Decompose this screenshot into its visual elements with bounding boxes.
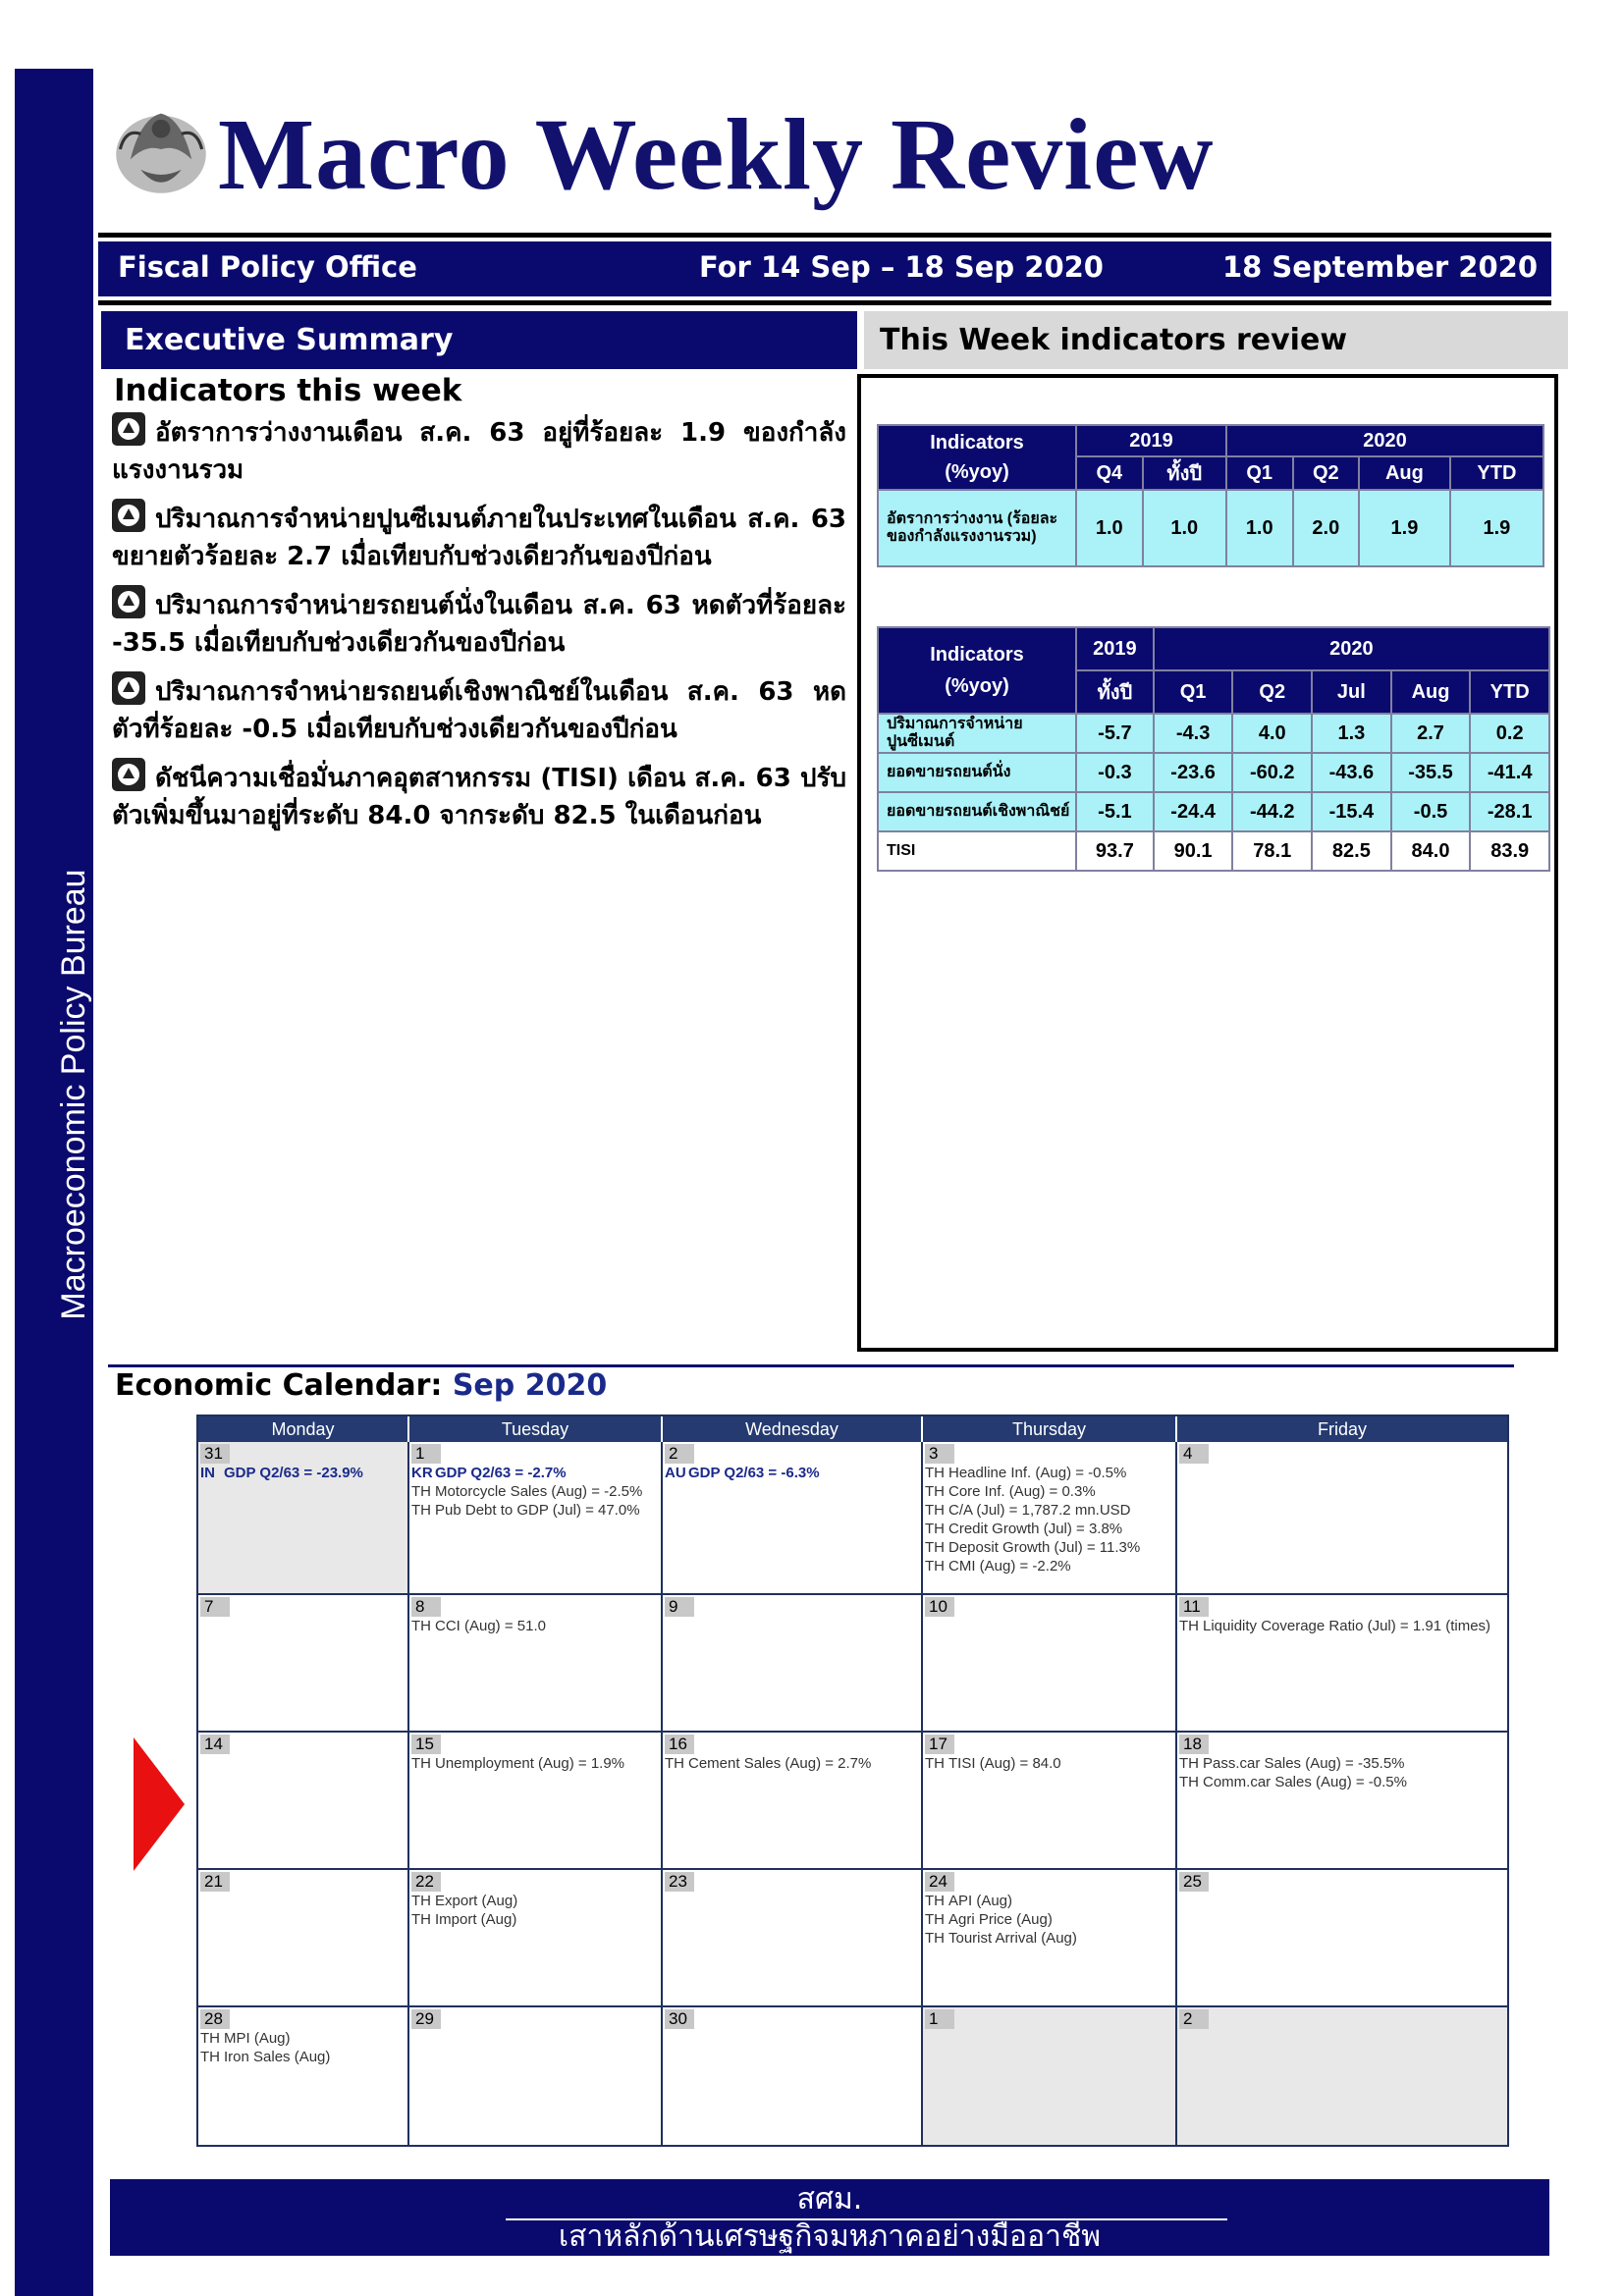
- day-number: 22: [411, 1872, 441, 1892]
- calendar-day-cell: [198, 1733, 409, 1870]
- calendar-event: [1179, 1773, 1505, 1791]
- table-cell: 1.9: [1359, 490, 1450, 566]
- calendar-day-cell: [923, 1595, 1177, 1733]
- event-list: [200, 2029, 406, 2066]
- country-code: TH: [200, 2049, 220, 2065]
- day-number: 24: [925, 1872, 954, 1892]
- event-text: GDP Q2/63 = -2.7%: [435, 1465, 567, 1481]
- calendar-event: [925, 1929, 1173, 1948]
- table-cell: 0.2: [1470, 714, 1549, 753]
- table-col-header: YTD: [1450, 456, 1543, 490]
- table-col-header: YTD: [1470, 670, 1549, 714]
- calendar-day-header: Tuesday: [409, 1416, 663, 1442]
- bullet-list: [112, 412, 846, 844]
- calendar-day-cell: [1177, 2007, 1507, 2145]
- calendar-event: [925, 1520, 1173, 1538]
- up-arrow-icon: [112, 499, 145, 532]
- event-text: Headline Inf. (Aug) = -0.5%: [948, 1465, 1127, 1481]
- table-cell: 1.0: [1226, 490, 1293, 566]
- calendar-event: [925, 1482, 1173, 1501]
- table-col-header: ทั้งปี: [1143, 456, 1226, 490]
- table-col-header: Q1: [1226, 456, 1293, 490]
- table-row: [878, 714, 1549, 753]
- country-code: TH: [925, 1521, 945, 1537]
- header-rule-bottom: [98, 300, 1551, 305]
- day-number: 14: [200, 1735, 230, 1754]
- table-header-year: 2020: [1154, 627, 1549, 670]
- up-arrow-icon: [112, 585, 145, 618]
- calendar-day-cell: [198, 2007, 409, 2145]
- calendar-event: [665, 1754, 919, 1773]
- table-cell: 1.0: [1143, 490, 1226, 566]
- day-number: 4: [1179, 1444, 1209, 1464]
- calendar-event: [665, 1464, 919, 1482]
- table-cell: 1.3: [1312, 714, 1391, 753]
- table-cell: -23.6: [1154, 753, 1233, 792]
- issue-date: 18 September 2020: [1221, 250, 1538, 284]
- event-text: Pass.car Sales (Aug) = -35.5%: [1203, 1755, 1405, 1772]
- day-number: 23: [665, 1872, 694, 1892]
- calendar-day-cell: [923, 1733, 1177, 1870]
- up-arrow-icon: [112, 671, 145, 705]
- table-cell: -35.5: [1391, 753, 1471, 792]
- day-number: 18: [1179, 1735, 1209, 1754]
- calendar-event: [411, 1910, 659, 1929]
- calendar-event: [925, 1464, 1173, 1482]
- event-list: [665, 1754, 919, 1773]
- event-text: Export (Aug): [435, 1893, 518, 1909]
- day-number: 7: [200, 1597, 230, 1617]
- table-cell: 93.7: [1076, 831, 1154, 871]
- table-col-header: Aug: [1359, 456, 1450, 490]
- event-text: Deposit Growth (Jul) = 11.3%: [948, 1539, 1141, 1556]
- calendar-event: [411, 1617, 659, 1635]
- calendar-event: [411, 1892, 659, 1910]
- day-number: 2: [665, 1444, 694, 1464]
- calendar-day-cell: [663, 1733, 923, 1870]
- calendar-day-cell: [409, 1733, 663, 1870]
- country-code: TH: [411, 1618, 431, 1634]
- event-list: [411, 1754, 659, 1773]
- bullet-item: อัตราการว่างงานเดือน ส.ค. 63 อยู่ที่ร้อยละ 1.9 ของกำลังแรงงานรวม: [112, 412, 846, 489]
- calendar-month: Sep 2020: [452, 1368, 608, 1403]
- table-header-year: 2020: [1226, 425, 1543, 456]
- event-list: [1179, 1617, 1505, 1635]
- day-number: 9: [665, 1597, 694, 1617]
- table-cell: -0.5: [1391, 792, 1471, 831]
- table-cell: 2.7: [1391, 714, 1471, 753]
- country-code: KR: [411, 1465, 433, 1481]
- office-name: Fiscal Policy Office: [118, 250, 417, 284]
- event-text: CMI (Aug) = -2.2%: [948, 1558, 1071, 1575]
- calendar-event: [411, 1464, 659, 1482]
- calendar-day-cell: [409, 1595, 663, 1733]
- day-number: 2: [1179, 2009, 1209, 2029]
- table-cell: 2.0: [1293, 490, 1360, 566]
- country-code: IN: [200, 1465, 215, 1481]
- calendar-day-cell: [663, 1595, 923, 1733]
- calendar-day-header: Friday: [1177, 1416, 1507, 1442]
- day-number: 30: [665, 2009, 694, 2029]
- table-header-unit: (%yoy): [945, 461, 1009, 483]
- calendar-day-cell: [923, 1870, 1177, 2007]
- country-code: AU: [665, 1465, 686, 1481]
- footer: [110, 2179, 1549, 2256]
- country-code: TH: [925, 1539, 945, 1556]
- table-cell: 1.0: [1076, 490, 1143, 566]
- up-arrow-icon: [112, 758, 145, 791]
- table-cell: -24.4: [1154, 792, 1233, 831]
- calendar-rule: [108, 1364, 1514, 1367]
- table-col-header: Jul: [1312, 670, 1391, 714]
- table-cell: 82.5: [1312, 831, 1391, 871]
- table-header-year: 2019: [1076, 627, 1154, 670]
- day-number: 16: [665, 1735, 694, 1754]
- event-text: Comm.car Sales (Aug) = -0.5%: [1203, 1774, 1407, 1790]
- calendar-event: [1179, 1617, 1505, 1635]
- country-code: TH: [925, 1911, 945, 1928]
- table-col-header: Q1: [1154, 670, 1233, 714]
- calendar-day-cell: [663, 1442, 923, 1595]
- table-col-header: ทั้งปี: [1076, 670, 1154, 714]
- calendar-day-header: Wednesday: [663, 1416, 923, 1442]
- country-code: TH: [1179, 1755, 1199, 1772]
- table-col-header: Q2: [1232, 670, 1312, 714]
- calendar-day-cell: [1177, 1595, 1507, 1733]
- row-label: ยอดขายรถยนต์นั่ง: [878, 753, 1076, 792]
- row-label: อัตราการว่างงาน (ร้อยละของกำลังแรงงานรวม): [878, 490, 1076, 566]
- calendar-day-cell: [663, 1870, 923, 2007]
- table-cell: 1.9: [1450, 490, 1543, 566]
- table-header-unit: (%yoy): [945, 675, 1009, 697]
- garuda-logo-icon: [110, 98, 212, 200]
- table-header-year: 2019: [1076, 425, 1226, 456]
- calendar-day-cell: [409, 2007, 663, 2145]
- day-number: 29: [411, 2009, 441, 2029]
- table-row: [878, 753, 1549, 792]
- bullet-item: ปริมาณการจำหน่ายรถยนต์นั่งในเดือน ส.ค. 63 หดตัวที่ร้อยละ -35.5 เมื่อเทียบกับช่วงเดียวกันของปีก่อน: [112, 585, 846, 662]
- event-list: [411, 1464, 659, 1520]
- indicators-subheading: Indicators this week: [114, 373, 462, 408]
- bullet-item: ปริมาณการจำหน่ายรถยนต์เชิงพาณิชย์ในเดือน ส.ค. 63 หดตัวที่ร้อยละ -0.5 เมื่อเทียบกับช่วงเดียวกันของปีก่อน: [112, 671, 846, 748]
- calendar-day-cell: [409, 1442, 663, 1595]
- table-col-header: Aug: [1391, 670, 1471, 714]
- calendar-day-cell: [198, 1870, 409, 2007]
- footer-slogan: เสาหลักด้านเศรษฐกิจมหภาคอย่างมืออาชีพ: [558, 2219, 1102, 2254]
- up-arrow-icon: [112, 412, 145, 446]
- page-title: Macro Weekly Review: [218, 98, 1215, 211]
- table-cell: -28.1: [1470, 792, 1549, 831]
- event-text: CCI (Aug) = 51.0: [435, 1618, 546, 1634]
- day-number: 21: [200, 1872, 230, 1892]
- table-header-indicators: Indicators: [930, 644, 1024, 666]
- calendar-event: [925, 1910, 1173, 1929]
- header-rule-top: [98, 233, 1551, 238]
- country-code: TH: [665, 1755, 684, 1772]
- table-col-header: Q4: [1076, 456, 1143, 490]
- current-week-arrow-icon: [134, 1737, 185, 1871]
- table-row: [878, 490, 1543, 566]
- event-list: [925, 1754, 1173, 1773]
- table-cell: -44.2: [1232, 792, 1312, 831]
- table-cell: -41.4: [1470, 753, 1549, 792]
- country-code: TH: [1179, 1618, 1199, 1634]
- event-list: [665, 1464, 919, 1482]
- event-list: [1179, 1754, 1505, 1791]
- calendar-day-cell: [1177, 1870, 1507, 2007]
- event-text: Credit Growth (Jul) = 3.8%: [948, 1521, 1123, 1537]
- table-col-header: Q2: [1293, 456, 1360, 490]
- event-text: API (Aug): [948, 1893, 1013, 1909]
- day-number: 3: [925, 1444, 954, 1464]
- table-cell: -60.2: [1232, 753, 1312, 792]
- day-number: 25: [1179, 1872, 1209, 1892]
- table-cell: -4.3: [1154, 714, 1233, 753]
- calendar-event: [411, 1754, 659, 1773]
- row-label: ยอดขายรถยนต์เชิงพาณิชย์: [878, 792, 1076, 831]
- calendar-event: [411, 1501, 659, 1520]
- table-row: [878, 831, 1549, 871]
- bullet-item: ดัชนีความเชื่อมั่นภาคอุตสาหกรรม (TISI) เดือน ส.ค. 63 ปรับตัวเพิ่มขึ้นมาอยู่ที่ระดับ 84.0 จากระดับ 82.5 ในเดือนก่อน: [112, 758, 846, 834]
- table-cell: 90.1: [1154, 831, 1233, 871]
- table-cell: -15.4: [1312, 792, 1391, 831]
- table-header-indicators: Indicators: [930, 432, 1024, 454]
- day-number: 10: [925, 1597, 954, 1617]
- calendar-event: [925, 1892, 1173, 1910]
- event-text: Tourist Arrival (Aug): [948, 1930, 1077, 1947]
- calendar-event: [925, 1557, 1173, 1575]
- event-list: [925, 1892, 1173, 1948]
- event-text: Unemployment (Aug) = 1.9%: [435, 1755, 625, 1772]
- calendar-event: [200, 2029, 406, 2048]
- bullet-item: ปริมาณการจำหน่ายปูนซีเมนต์ภายในประเทศในเดือน ส.ค. 63 ขยายตัวร้อยละ 2.7 เมื่อเทียบกับช่วงเดียวกันของปีก่อน: [112, 499, 846, 575]
- calendar-event: [1179, 1754, 1505, 1773]
- event-text: Cement Sales (Aug) = 2.7%: [688, 1755, 872, 1772]
- row-label: TISI: [878, 831, 1076, 871]
- calendar-day-cell: [409, 1870, 663, 2007]
- country-code: TH: [411, 1483, 431, 1500]
- day-number: 28: [200, 2009, 230, 2029]
- event-text: GDP Q2/63 = -23.9%: [224, 1465, 363, 1481]
- table-cell: 78.1: [1232, 831, 1312, 871]
- executive-summary-heading: Executive Summary: [101, 311, 857, 369]
- country-code: TH: [411, 1502, 431, 1519]
- economic-calendar: [196, 1415, 1509, 2147]
- row-label: ปริมาณการจำหน่ายปูนซีเมนต์: [878, 714, 1076, 753]
- day-number: 1: [925, 2009, 954, 2029]
- country-code: TH: [200, 2030, 220, 2047]
- event-list: [411, 1892, 659, 1929]
- country-code: TH: [925, 1465, 945, 1481]
- day-number: 31: [200, 1444, 230, 1464]
- table-cell: -5.7: [1076, 714, 1154, 753]
- table-cell: -43.6: [1312, 753, 1391, 792]
- event-text: Agri Price (Aug): [948, 1911, 1053, 1928]
- calendar-event: [925, 1501, 1173, 1520]
- country-code: TH: [411, 1893, 431, 1909]
- unemployment-table: [877, 424, 1544, 567]
- calendar-day-cell: [1177, 1733, 1507, 1870]
- calendar-event: [200, 1464, 406, 1482]
- day-number: 8: [411, 1597, 441, 1617]
- event-text: C/A (Jul) = 1,787.2 mn.USD: [948, 1502, 1131, 1519]
- calendar-title: Economic Calendar: Sep 2020: [115, 1368, 608, 1403]
- table-cell: 4.0: [1232, 714, 1312, 753]
- calendar-event: [200, 2048, 406, 2066]
- event-text: Iron Sales (Aug): [224, 2049, 331, 2065]
- table-cell: -0.3: [1076, 753, 1154, 792]
- event-text: Motorcycle Sales (Aug) = -2.5%: [435, 1483, 643, 1500]
- event-list: [200, 1464, 406, 1482]
- event-text: TISI (Aug) = 84.0: [948, 1755, 1061, 1772]
- table-cell: 83.9: [1470, 831, 1549, 871]
- calendar-event: [925, 1754, 1173, 1773]
- event-text: Pub Debt to GDP (Jul) = 47.0%: [435, 1502, 640, 1519]
- table-row: [878, 792, 1549, 831]
- country-code: TH: [925, 1558, 945, 1575]
- calendar-day-cell: [198, 1595, 409, 1733]
- event-text: Core Inf. (Aug) = 0.3%: [948, 1483, 1096, 1500]
- day-number: 1: [411, 1444, 441, 1464]
- event-text: Liquidity Coverage Ratio (Jul) = 1.91 (times): [1203, 1618, 1491, 1634]
- calendar-day-cell: [198, 1442, 409, 1595]
- event-list: [411, 1617, 659, 1635]
- calendar-day-cell: [923, 1442, 1177, 1595]
- calendar-day-cell: [1177, 1442, 1507, 1595]
- indicators-review-heading: This Week indicators review: [864, 311, 1568, 369]
- calendar-day-cell: [923, 2007, 1177, 2145]
- sidebar-label: Macroeconomic Policy Bureau: [55, 869, 92, 1320]
- period: For 14 Sep – 18 Sep 2020: [699, 250, 1104, 284]
- table-cell: 84.0: [1391, 831, 1471, 871]
- footer-org: สศม.: [796, 2182, 863, 2216]
- event-list: [925, 1464, 1173, 1575]
- calendar-event: [925, 1538, 1173, 1557]
- calendar-event: [411, 1482, 659, 1501]
- country-code: TH: [925, 1930, 945, 1947]
- country-code: TH: [411, 1755, 431, 1772]
- country-code: TH: [411, 1911, 431, 1928]
- calendar-day-cell: [663, 2007, 923, 2145]
- table-cell: -5.1: [1076, 792, 1154, 831]
- event-text: MPI (Aug): [224, 2030, 291, 2047]
- calendar-day-header: Thursday: [923, 1416, 1177, 1442]
- day-number: 15: [411, 1735, 441, 1754]
- country-code: TH: [925, 1755, 945, 1772]
- header-bar: [98, 241, 1551, 296]
- country-code: TH: [925, 1893, 945, 1909]
- event-text: Import (Aug): [435, 1911, 517, 1928]
- sales-indicators-table: [877, 626, 1550, 872]
- country-code: TH: [1179, 1774, 1199, 1790]
- day-number: 17: [925, 1735, 954, 1754]
- country-code: TH: [925, 1502, 945, 1519]
- calendar-day-header: Monday: [198, 1416, 409, 1442]
- country-code: TH: [925, 1483, 945, 1500]
- day-number: 11: [1179, 1597, 1209, 1617]
- event-text: GDP Q2/63 = -6.3%: [688, 1465, 820, 1481]
